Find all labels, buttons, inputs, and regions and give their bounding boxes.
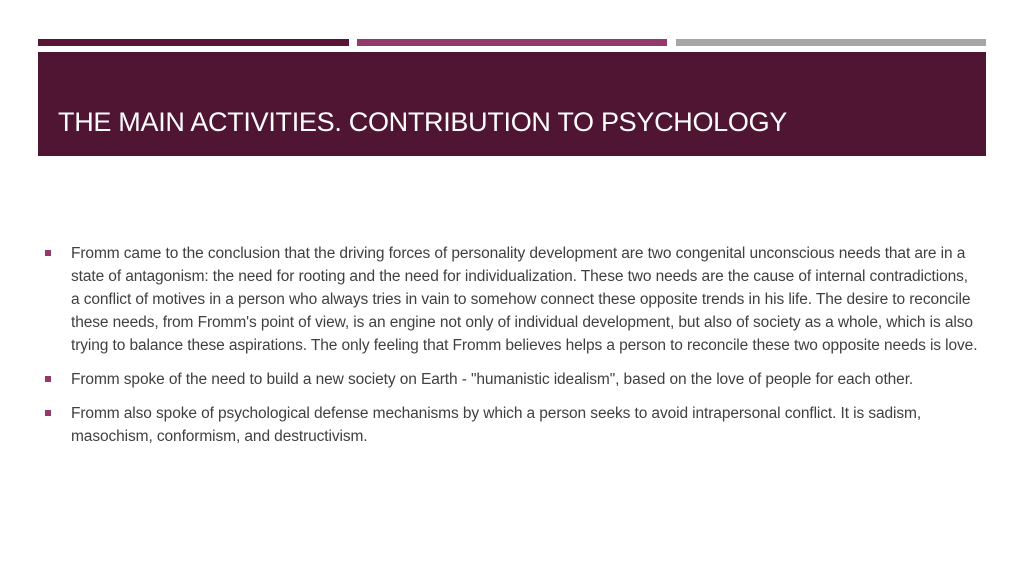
square-bullet-icon	[45, 376, 51, 382]
bullet-list	[45, 242, 980, 459]
slide-title: THE MAIN ACTIVITIES. CONTRIBUTION TO PSYCHOLOGY	[58, 107, 788, 137]
square-bullet-icon	[45, 410, 51, 416]
bullet-text: Fromm spoke of the need to build a new society on Earth - "humanistic idealism", based on the love of people for each other.	[71, 371, 914, 388]
bullet-item	[45, 402, 980, 448]
accent-bar-gray	[676, 39, 986, 46]
bullet-item	[45, 368, 980, 391]
bullet-text: Fromm came to the conclusion that the driving forces of personality development are two congenital unconscious needs that are in a state of antagonism: the need for rooting and the need for individualization. These two needs are the cause of internal contradictions, a conflict of motives in a person who always tries in vain to somehow connect these opposite trends in his life. The desire to reconcile these needs, from Fromm's point of view, is an engine not only of individual development, but also of society as a whole, which is also trying to balance these aspirations. The only feeling that Fromm believes helps a person to reconcile these two opposite needs is love.	[71, 245, 978, 354]
bullet-text: Fromm also spoke of psychological defense mechanisms by which a person seeks to avoid intrapersonal conflict. It is sadism, masochism, conformism, and destructivism.	[71, 405, 922, 445]
square-bullet-icon	[45, 250, 51, 256]
accent-bar-dark	[38, 39, 349, 46]
bullet-item	[45, 242, 980, 357]
title-band	[38, 52, 986, 156]
accent-bar-magenta	[357, 39, 667, 46]
